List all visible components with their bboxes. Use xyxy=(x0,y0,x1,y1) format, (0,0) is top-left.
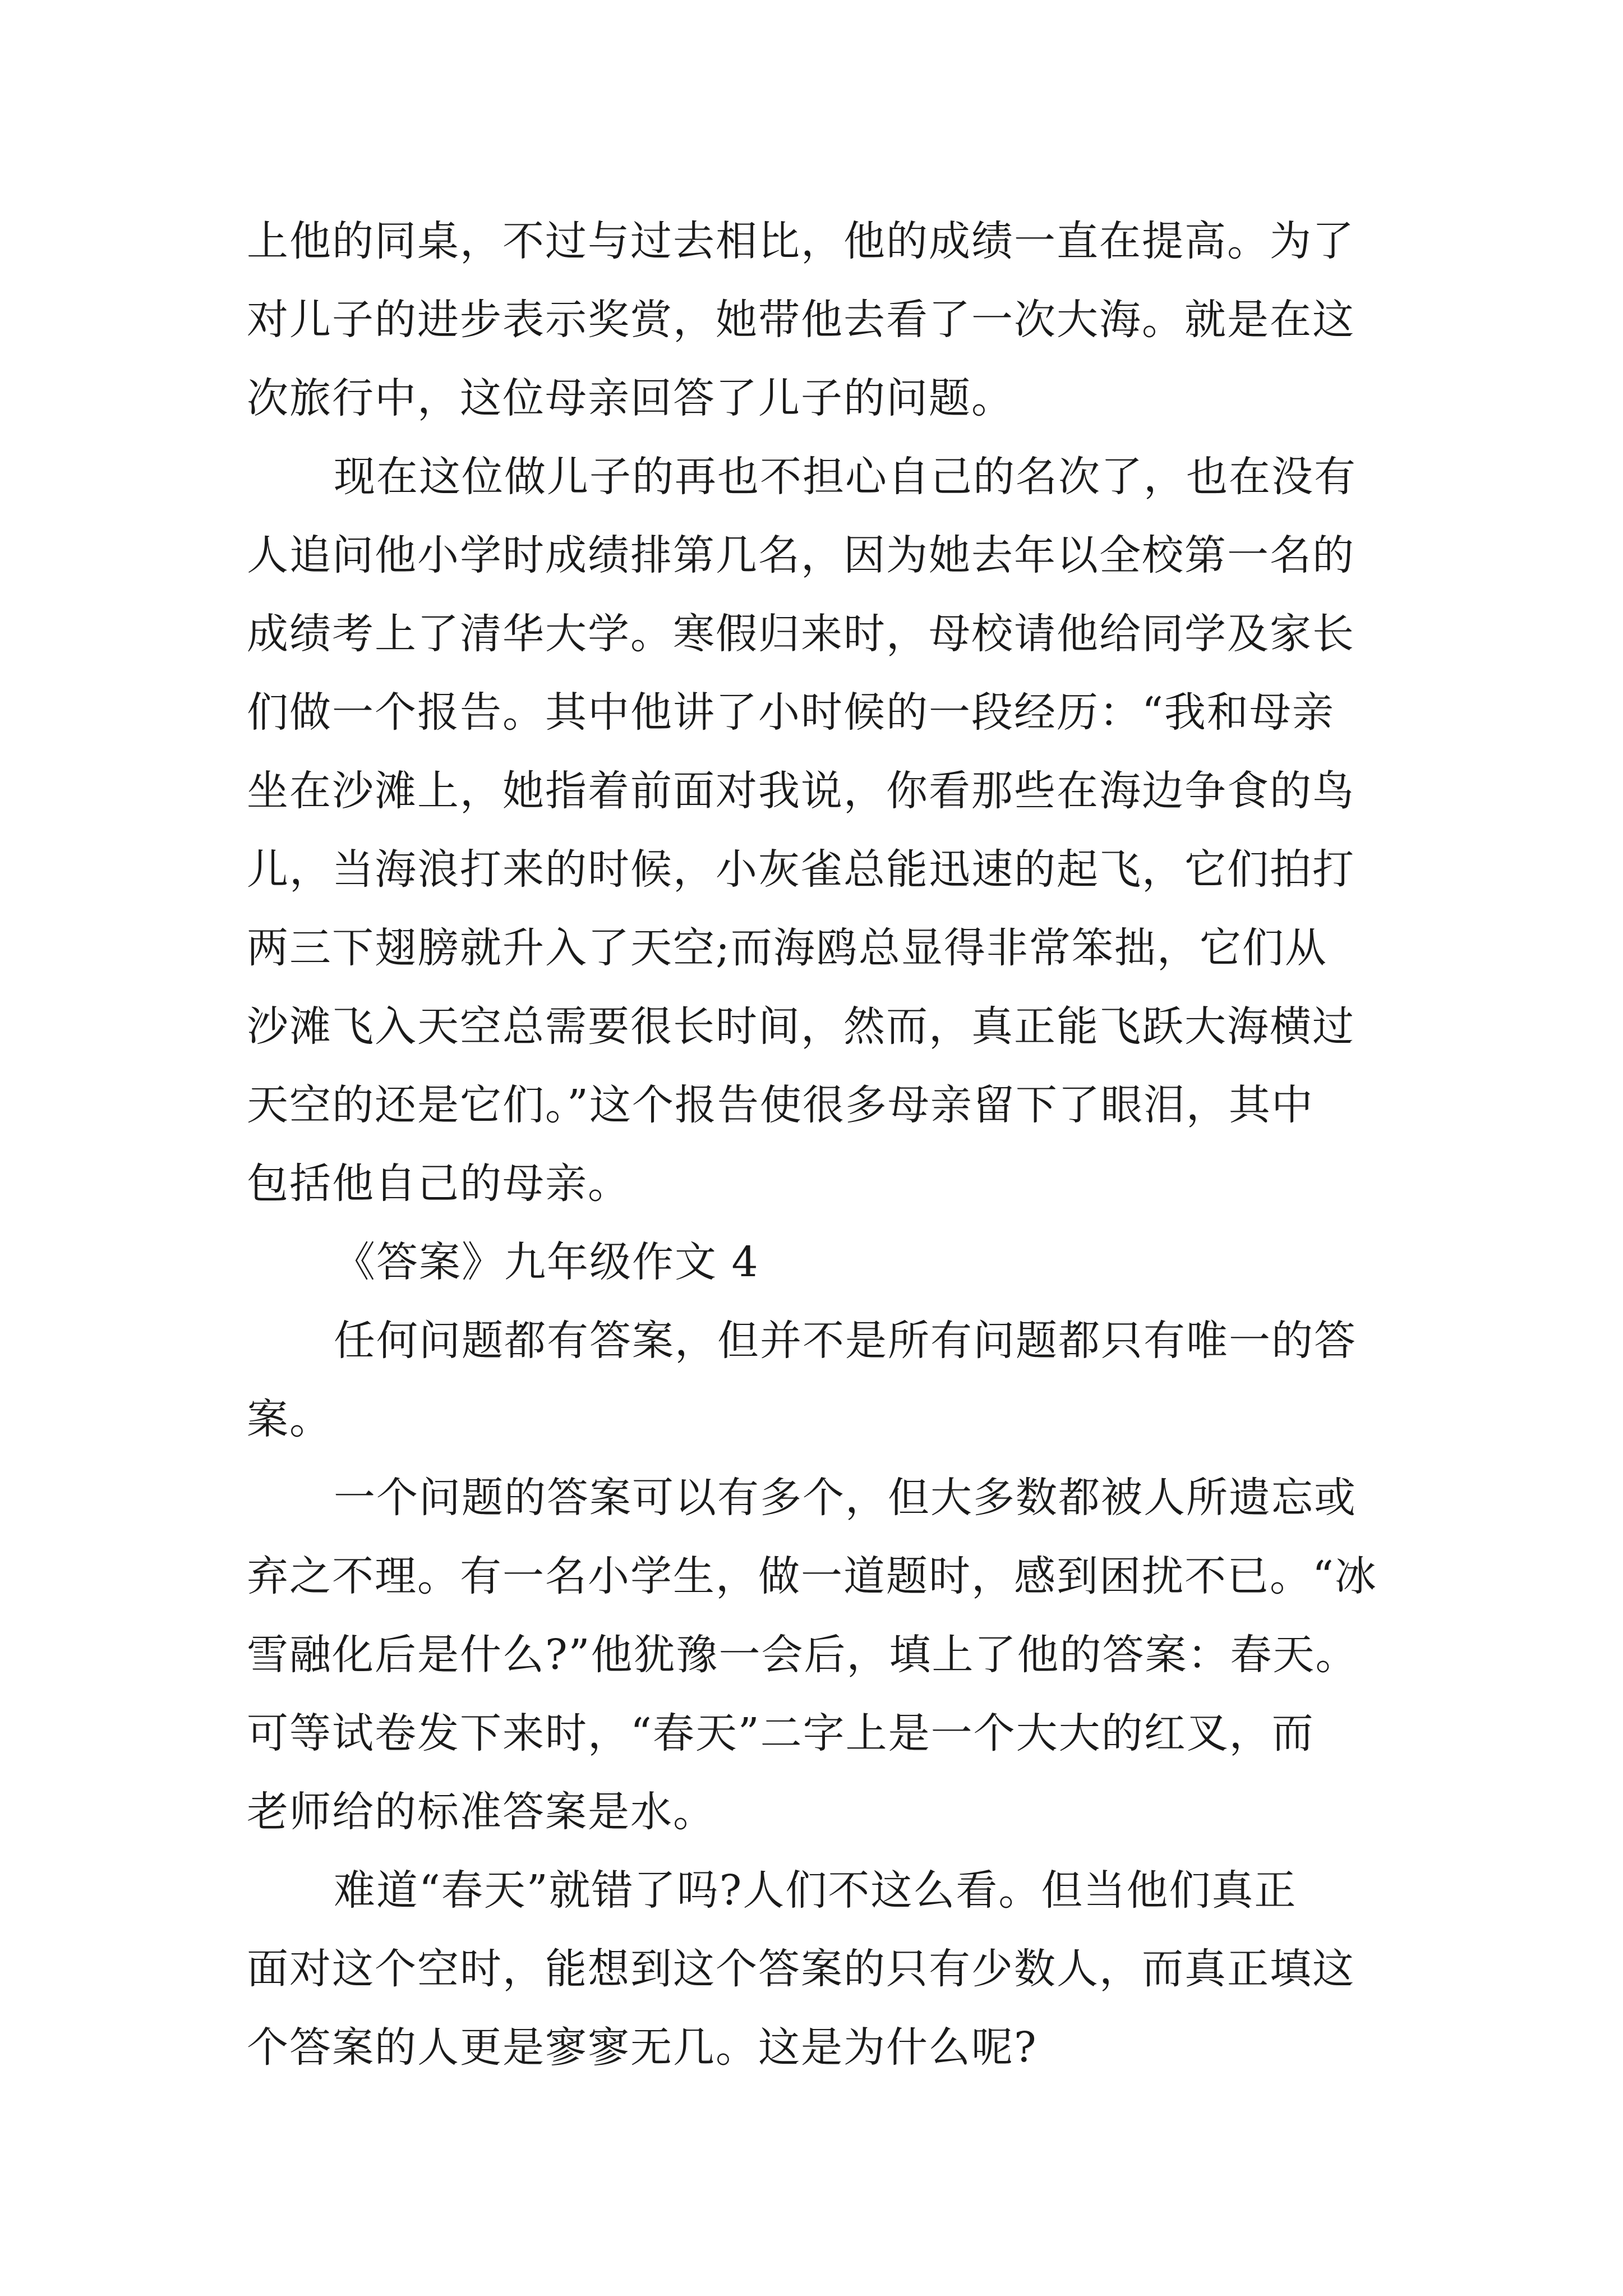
text-line: 难道“春天”就错了吗?人们不这么看。但当他们真正 xyxy=(334,1866,1297,1915)
text-line: 可等试卷发下来时，“春天”二字上是一个大大的红叉，而 xyxy=(247,1709,1315,1757)
text-line: 面对这个空时，能想到这个答案的只有少数人，而真正填这 xyxy=(247,1945,1355,1993)
text-line: 一个问题的答案可以有多个，但大多数都被人所遗忘或 xyxy=(334,1474,1357,1522)
section-heading: 《答案》九年级作文 4 xyxy=(334,1238,759,1286)
text-line: 案。 xyxy=(247,1395,332,1443)
text-line: 成绩考上了清华大学。寒假归来时，母校请他给同学及家长 xyxy=(247,610,1355,658)
text-line: 雪融化后是什么?”他犹豫一会后，填上了他的答案：春天。 xyxy=(247,1631,1358,1679)
text-line: 们做一个报告。其中他讲了小时候的一段经历：“我和母亲 xyxy=(247,688,1335,737)
document-body xyxy=(247,202,1380,2087)
text-line: 人追问他小学时成绩排第几名，因为她去年以全校第一名的 xyxy=(247,531,1355,579)
text-line: 现在这位做儿子的再也不担心自己的名次了，也在没有 xyxy=(334,453,1357,501)
text-line: 对儿子的进步表示奖赏，她带他去看了一次大海。就是在这 xyxy=(247,296,1355,344)
text-line: 坐在沙滩上，她指着前面对我说，你看那些在海边争食的鸟 xyxy=(247,767,1355,815)
text-line: 上他的同桌，不过与过去相比，他的成绩一直在提高。为了 xyxy=(247,217,1355,265)
text-line: 任何问题都有答案，但并不是所有问题都只有唯一的答 xyxy=(334,1317,1357,1365)
text-line: 个答案的人更是寥寥无几。这是为什么呢? xyxy=(247,2023,1038,2072)
text-line: 沙滩飞入天空总需要很长时间，然而，真正能飞跃大海横过 xyxy=(247,1002,1355,1051)
text-line: 次旅行中，这位母亲回答了儿子的问题。 xyxy=(247,374,1014,422)
text-line: 天空的还是它们。”这个报告使很多母亲留下了眼泪，其中 xyxy=(247,1081,1314,1129)
text-line: 老师给的标准答案是水。 xyxy=(247,1788,716,1836)
text-line: 弃之不理。有一名小学生，做一道题时，感到困扰不已。“冰 xyxy=(247,1552,1377,1600)
text-line: 两三下翅膀就升入了天空;而海鸥总显得非常笨拙，它们从 xyxy=(247,924,1327,972)
text-line: 包括他自己的母亲。 xyxy=(247,1159,630,1208)
text-line: 儿，当海浪打来的时候，小灰雀总能迅速的起飞，它们拍打 xyxy=(247,845,1355,894)
